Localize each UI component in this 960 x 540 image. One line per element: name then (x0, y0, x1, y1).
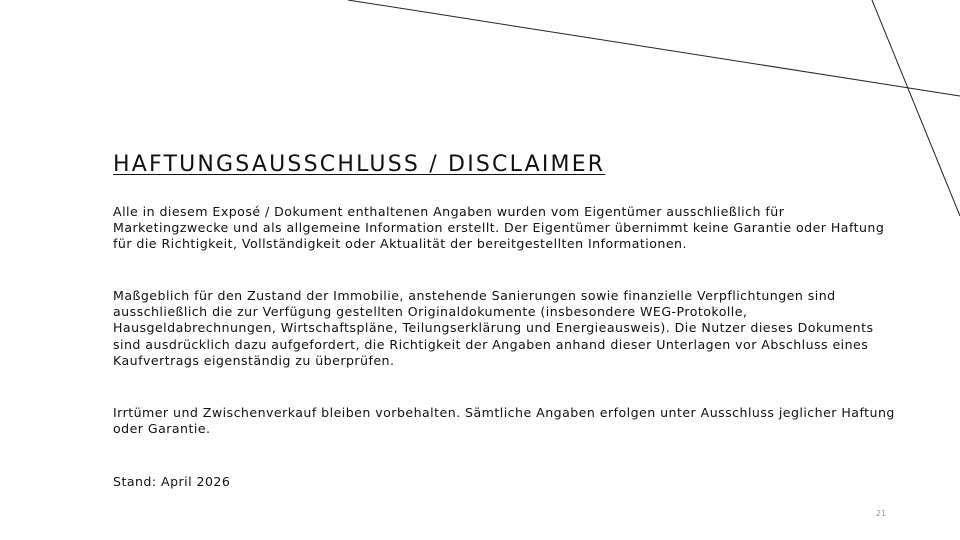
disclaimer-paragraph-errors: Irrtümer und Zwischenverkauf bleiben vorbehalten. Sämtliche Angaben erfolgen unter Ausschluss jeglicher Haftung oder Garantie. (113, 405, 895, 437)
page-title: HAFTUNGSAUSSCHLUSS / DISCLAIMER (113, 152, 606, 177)
status-date: Stand: April 2026 (113, 474, 231, 489)
decorative-line-steep (872, 0, 960, 216)
disclaimer-paragraph-documents: Maßgeblich für den Zustand der Immobilie, anstehende Sanierungen sowie finanzielle Verpflichtungen sind ausschließlich die zur Verfügung gestellten Originaldokumente (insbesondere WEG-Protokolle, Hausgeldabrechnungen, Wirtschaftspläne, Teilungserklärung und Energieausweis). Die Nutzer dieses Dokuments sind ausdrücklich dazu aufgefordert, die Richtigkeit der Angaben anhand dieser Unterlagen vor Abschluss eines Kaufvertrags eigenständig zu überprüfen. (113, 288, 874, 368)
disclaimer-paragraph-marketing: Alle in diesem Exposé / Dokument enthaltenen Angaben wurden vom Eigentümer ausschließlich für Marketingzwecke und als allgemeine Information erstellt. Der Eigentümer übernimmt keine Garantie oder Haftung für die Richtigkeit, Vollständigkeit oder Aktualität der bereitgestellten Informationen. (113, 204, 885, 252)
decorative-line-diagonal (348, 0, 960, 96)
page-number: 21 (875, 509, 887, 518)
